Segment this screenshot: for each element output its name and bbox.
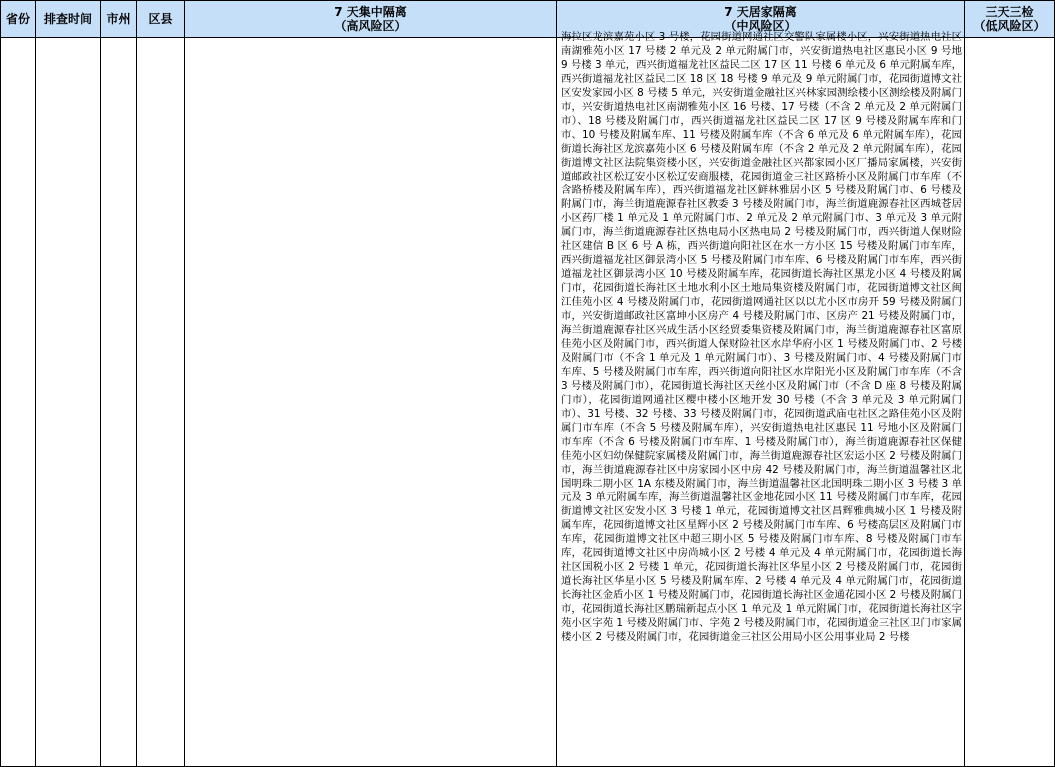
header-three-checks (965, 1, 1055, 38)
cell-city (101, 38, 137, 767)
header-province: 省份 (1, 1, 36, 38)
header-three-sub: （低风险区） (973, 19, 1046, 33)
cell-province (1, 38, 36, 767)
cell-central-isolation (185, 38, 557, 767)
cell-check-time (36, 38, 101, 767)
cell-county (137, 38, 185, 767)
home-isolation-scroll (557, 31, 964, 766)
header-home-title: 7 天居家隔离 (724, 5, 797, 19)
cell-home-isolation (557, 31, 965, 767)
header-county: 区县 (137, 1, 185, 38)
header-central-title: 7 天集中隔离 (334, 5, 407, 19)
home-isolation-text: 海拉区龙滨嘉苑小区 3 号楼，花园街道网通社区交警队家属楼小区，兴安街道热电社区南湖雅苑小区 17 号楼 2 单元及 2 单元附属门市，兴安街道热电社区惠民小区 9 号地 9 号楼 3 单元，西兴街道福龙社区益民二区 17 区 11 号楼 6 单元及 6 单元附属车库，西兴街道福龙社区益民二区 18 区 18 号楼 9 单元及 9 单元附属门市，花园街道博文社区安发家园小区 8 号楼 5 单元，兴安街道金融社区兴林家园测绘楼小区测绘楼及附属门市，兴安街道热电社区南湖雅苑小区 16 号楼、17 号楼（不含 2 单元及 2 单元附属门市）、18 号楼及附属门市，西兴街道福龙社区益民二区 17 区 9 号楼及附属车库和门市、10 号楼及附属车库、11 号楼及附属车库（不含 6 单元及 6 单元附属车库），花园街道长海社区龙滨嘉苑小区 6 号楼及附属车库（不含 2 单元及 2 单元附属车库），花园街道博文社区法院集资楼小区，兴安街道金融社区兴都家园小区厂播局家属楼，兴安街道邮政社区松辽安小区松辽安商服楼，花园街道金三社区路桥小区及附属门市车库（不含路桥楼及附属车库），西兴街道福龙社区鲜林雅居小区 5 号楼及附属门市、6 号楼及附属门市，海兰街道鹿源春社区教委 3 号楼及附属门市，海兰街道鹿源春社区西城苍居小区药厂楼 1 单元及 1 单元附属门市、2 单元及 2 单元附属门市、3 单元及 3 单元附属门市，海兰街道鹿源春社区热电局小区热电局 2 号楼及附属门市，西兴街道人保财险社区建信 B 区 6 号 A 栋，西兴街道向阳社区在水一方小区 15 号楼及附属门市车库，西兴街道福龙社区御景湾小区 5 号楼及附属门市车库、6 号楼及附属门市车库，西兴街道福龙社区御景湾小区 10 号楼及附属车库，花园街道长海社区黑龙小区 4 号楼及附属门市，花园街道长海社区土地水利小区土地局集资楼及附属门市，花园街道博文社区闽江佳苑小区 4 号楼及附属门市，花园街道网通社区以以尤小区市房开 59 号楼及附属门市，兴安街道邮政社区富坤小区房产 4 号楼及附属门市、区房产 21 号楼及附属门市，海兰街道鹿源春社区兴成生活小区经贸委集资楼及附属门市，海兰街道鹿源春社区富原佳苑小区及附属门市，西兴街道人保财险社区水岸华府小区 1 号楼及附属门市、2 号楼及附属门市（不含 1 单元及 1 单元附属门市）、3 号楼及附属门市、4 号楼及附属门市车库、5 号楼及附属门市车库，西兴街道向阳社区水岸阳光小区及附属门市车库（不含 3 号楼及附属门市），花园街道长海社区天丝小区及附属门市（不含 D 座 8 号楼及附属门市），花园街道网通社区樱中楼小区地开发 30 号楼（不含 3 单元及 3 单元附属门市）、31 号楼、32 号楼、33 号楼及附属门市，花园街道武庙屯社区之路佳苑小区及附属门市车库（不含 5 号楼及附属车库），兴安街道热电社区惠民 11 号地小区及附属门市车库（不含 6 号楼及附属门市车库、1 号楼及附属门市），海兰街道鹿源春社区保健佳苑小区妇幼保健院家属楼及附属门市，海兰街道鹿源春社区宏运小区 2 号楼及附属门市，海兰街道鹿源春社区中房家园小区中房 42 号楼及附属门市，海兰街道温馨社区北国明珠二期小区 1A 东楼及附属门市，海兰街道温馨社区北国明珠二期小区 3 号楼 3 单元及 3 单元附属车库，海兰街道温馨社区金地花园小区 11 号楼及附属门市车库，花园街道博文社区安发小区 3 号楼 1 单元，花园街道博文社区昌辉雅典城小区 1 号楼及附属车库，花园街道博文社区星辉小区 2 号楼及附属门市车库、6 号楼高层区及附属门市车库，花园街道博文社区中超三期小区 5 号楼及附属门市车库、8 号楼及附属门市车库，花园街道博文社区中房尚城小区 2 号楼 4 单元及 4 单元附属门市，花园街道长海社区国税小区 2 号楼 1 单元，花园街道长海社区华星小区 2 号楼及附属门市，花园街道长海社区华星小区 5 号楼及附属车库、2 号楼 4 单元及 4 单元附属门市，花园街道长海社区金盾小区 1 号楼及附属门市，花园街道长海社区金通花园小区 2 号楼及附属门市，花园街道长海社区鹏瑞新起点小区 1 单元及 1 单元附属门市，花园街道长海社区字苑小区字苑 1 号楼及附属门市、字苑 2 号楼及附属门市，花园街道金三社区卫门市家属楼小区 2 号楼及附属门市，花园街道金三社区公用局小区公用事业局 2 号楼 (561, 31, 962, 643)
header-city: 市州 (101, 1, 137, 38)
table-row (1, 38, 1055, 767)
cell-three-checks (965, 38, 1055, 767)
header-central-isolation (185, 1, 557, 38)
header-home-sub: （中风险区） (724, 19, 797, 33)
header-central-sub: （高风险区） (334, 19, 407, 33)
header-three-title: 三天三检 (985, 5, 1034, 19)
header-check-time: 排查时间 (36, 1, 101, 38)
